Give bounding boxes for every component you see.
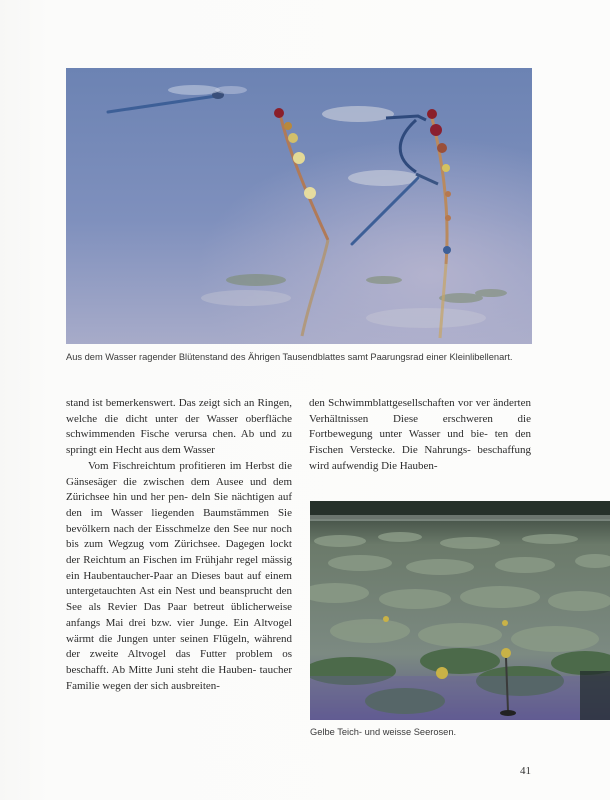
paragraph: Vom Fischreichtum profitieren im Herbst die Gänsesäger die zwischen dem Ausee und dem Zürichsee hin und her pen- deln Sie nächtigen auf den im Wasser liegenden Baumstämmen Sie bevölkern nach der Eisschmelze den See nur noch bis zum Wegzug vom Zürichsee. Dagegen lockt der Reichtum an Fischen im Frühjahr regel mässig ein Haubentaucher-Paar an Dieses baut auf einem untergetauchten Ast ein Nest und beansprucht den See als Revier Das Paar betreut üblicherweise anfangs Mai drei bzw. vier Junge. Ein Altvogel wärmt die Jungen unter seinen Flügeln, während der zweite Altvogel das Futter problem os beschafft. Ab Mitte Juni steht die Hauben- taucher Familie wegen der sich ausbreiten- [66, 459, 292, 692]
body-column-left [66, 396, 292, 694]
waterlily-photo [310, 501, 610, 720]
photo-caption-right: Gelbe Teich- und weisse Seerosen. [310, 727, 457, 737]
paragraph: stand ist bemerkenswert. Das zeigt sich an Ringen, welche die dicht unter der Wasser oberfläche schwimmenden Fische verursa chen. Ab und zu springt ein Hecht aus dem Wasser [66, 397, 292, 457]
paragraph: den Schwimmblattgesellschaften vor ver änderten Verhältnissen Diese erschweren die Fortbewegung unter Wasser und bie- ten den Fischen Verstecke. Die Nahrungs- beschaffung wird aufwendig Die Hauben- [309, 397, 531, 472]
damselfly-photo [66, 68, 532, 344]
photo-caption-top: Aus dem Wasser ragender Blütenstand des Ährigen Tausendblattes samt Paarungsrad einer Kleinlibellenart. [66, 352, 513, 362]
damselfly-photo-graphic [66, 68, 532, 344]
page-number: 41 [520, 765, 531, 777]
body-column-right [309, 396, 531, 475]
waterlily-photo-graphic [310, 501, 610, 720]
